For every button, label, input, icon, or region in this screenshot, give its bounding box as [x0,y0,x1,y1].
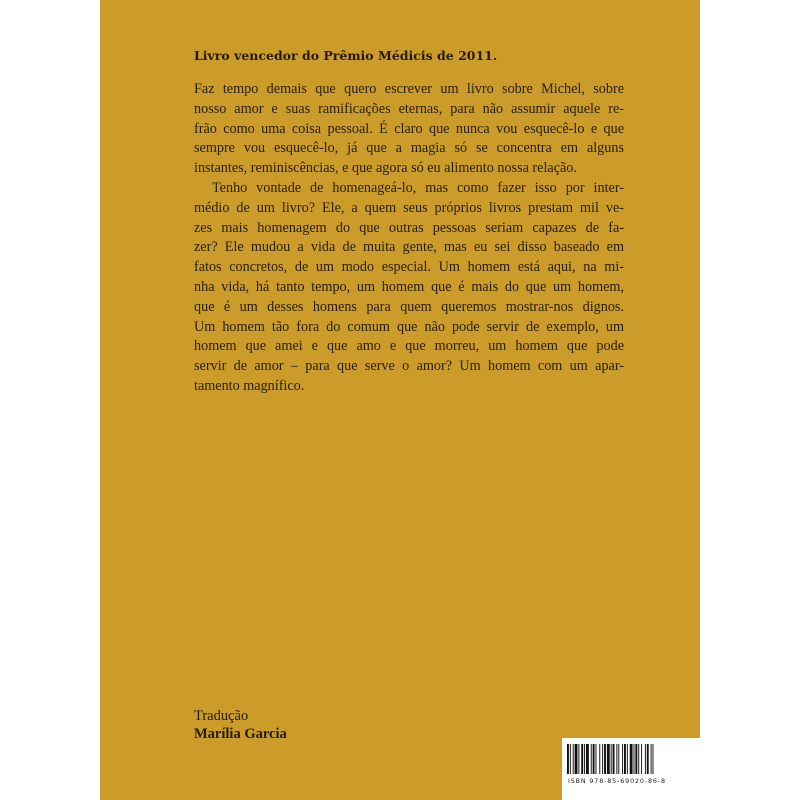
barcode-bar [613,744,615,774]
blurb-line: sempre vou esquecê-lo, já que a magia só se concentra em alguns [194,140,624,157]
barcode-bar [591,744,592,774]
blurb-line: Faz tempo demais que quero escrever um livro sobre Michel, sobre [194,81,624,97]
blurb-line: instantes, reminiscências, e que agora só eu alimento nossa relação. [194,160,577,177]
blurb-line: tamento magnífico. [194,377,305,394]
barcode-bar [575,744,578,774]
barcode-bar [627,744,628,774]
barcode-bar [624,744,626,774]
translator-name: Marília Garcia [194,726,287,742]
barcode-bar [647,744,649,774]
isbn-number: ISBN 978-85-69020-86-8 [568,778,666,785]
barcode-bar [635,744,637,774]
blurb-line: Um homem tão fora do comum que não pode servir de exemplo, um [194,318,624,335]
blurb-line: fatos concretos, de um modo especial. Um homem está aqui, na mi- [194,259,624,276]
blurb-line: homem que amei e que amo e que morreu, um homem que pode [194,338,624,355]
award-headline: Livro vencedor do Prêmio Médicis de 2011. [194,48,498,63]
book-back-cover [100,0,700,800]
translation-credit [194,707,287,743]
barcode-bar [573,744,574,774]
barcode-bar [616,744,617,774]
blurb-line: nosso amor e suas ramificações eternas, para não assumir aquele re- [194,100,624,117]
barcode-bar [604,744,606,774]
barcode-bar [570,744,571,774]
blurb-line: zes mais homenagem do que outras pessoas seriam capazes de fa- [194,219,624,236]
blurb-line: médio de um livro? Ele, a quem seus próprios livros prestam mil ve- [194,199,624,216]
barcode-bar [593,744,595,774]
barcode-bar [602,744,603,774]
barcode-bar [611,744,612,774]
translation-label: Tradução [194,708,249,724]
barcode-bar [641,744,642,774]
barcode-panel [562,738,700,800]
barcode-bar [578,744,579,774]
blurb-line: zer? Ele mudou a vida de muita gente, mas eu sei disso baseado em [194,239,624,256]
barcode-bar [645,744,646,774]
barcode-bar [638,744,639,774]
barcode-bar [596,744,597,774]
blurb-line: Tenho vontade de homenageá-lo, mas como fazer isso por inter- [212,179,624,196]
barcode-image [566,744,696,776]
barcode-bar [599,744,600,774]
barcode-bar [607,744,610,774]
barcode-bar [651,744,652,774]
barcode-bar [630,744,633,774]
barcode-bar [618,744,619,774]
barcode-bar [622,744,623,774]
barcode-bar [653,744,654,774]
blurb-line: nha vida, há tanto tempo, um homem que é mais do que um homem, [194,278,624,295]
barcode-bar [634,744,635,774]
blurb-text [194,80,624,397]
barcode-bar [567,744,569,774]
blurb-line: frão como uma coisa pessoal. É claro que nunca vou esquecê-lo e que [194,120,624,137]
barcode-bar [586,744,589,774]
barcode-bar [584,744,585,774]
blurb-line: que é um desses homens para quem queremos mostrar-nos dignos. [194,298,624,315]
barcode-bar [581,744,583,774]
blurb-line: servir de amor – para que serve o amor? Um homem com um apar- [194,358,624,375]
